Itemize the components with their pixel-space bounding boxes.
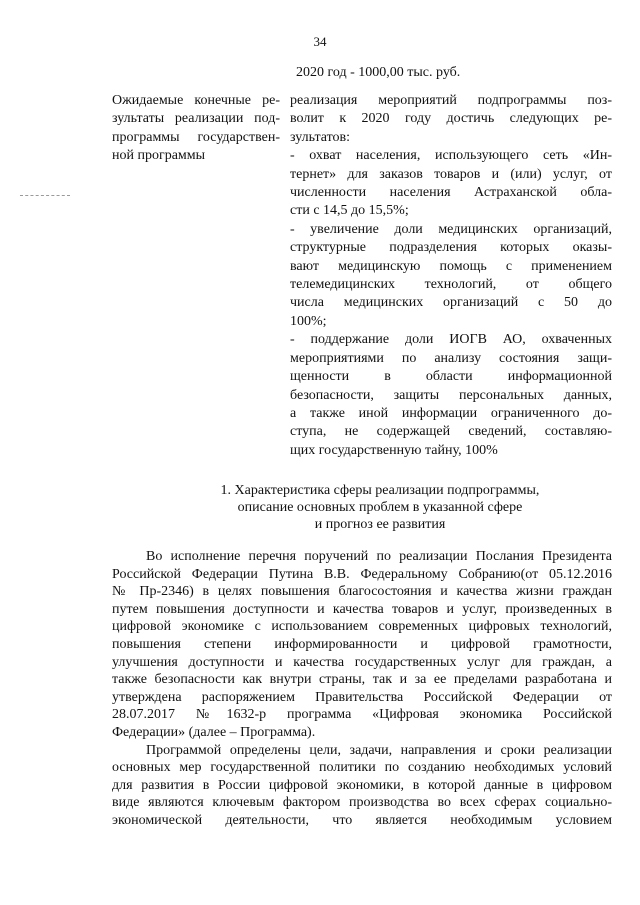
content-line: вают медицинскую помощь с применением — [290, 258, 612, 274]
content-line: реализация мероприятий подпрограммы поз- — [290, 93, 612, 108]
content-line: сти с 14,5 до 15,5%; — [290, 203, 409, 219]
paragraph-line: Программой определены цели, задачи, направления и сроки реализации — [146, 742, 612, 758]
expected-results-label — [112, 92, 280, 166]
heading-line: описание основных проблем в указанной сфере — [237, 500, 523, 515]
content-line: телемедицинских технологий, от общего — [290, 277, 612, 293]
content-line: а также иной информации ограниченного до- — [290, 405, 612, 421]
content-line: зультатов: — [290, 129, 351, 145]
section-heading — [120, 482, 640, 533]
paragraph-line: Федерации» (далее – Программа). — [112, 724, 316, 740]
paragraph-2 — [112, 742, 612, 830]
label-line: ной программы — [112, 148, 206, 164]
paragraph-line: виде являются ключевым фактором производства во всех сферах социально- — [112, 795, 612, 811]
content-line: волит к 2020 году достичь следующих ре- — [290, 111, 612, 127]
paragraph-line: экономической деятельности, что является необходимым условием — [112, 812, 612, 828]
heading-line: 1. Характеристика сферы реализации подпрограммы, — [220, 483, 540, 498]
content-line: - поддержание доли ИОГВ АО, охваченных — [290, 332, 612, 348]
paragraph-line: Во исполнение перечня поручений по реализации Послания Президента — [146, 549, 612, 564]
content-line: ступа, не содержащей сведений, составляю- — [290, 424, 612, 440]
label-line: зультаты реализации под- — [112, 111, 280, 127]
paragraph-line: основных мер государственной политики по созданию необходимых условий — [112, 760, 612, 776]
content-line: безопасности, защиты персональных данных, — [290, 387, 612, 403]
paragraph-line: для развития в России цифровой экономики, в которой данные в цифровом — [112, 777, 612, 793]
content-line: тернет» для заказов товаров и (или) услуг, от — [290, 166, 612, 182]
paragraph-line: Российской Федерации Путина В.В. Федеральному Собранию(от 05.12.2016 — [112, 566, 612, 582]
page-number: 34 — [313, 34, 327, 49]
content-line: структурные подразделения которых оказы- — [290, 240, 612, 256]
paragraph-line: улучшения доступности и качества государственных услуг для граждан, а — [112, 654, 612, 670]
content-line: щих государственную тайну, 100% — [290, 442, 498, 458]
paragraph-line: также безопасности как внутри страны, так и за ее пределами разработана и — [112, 672, 612, 688]
paragraph-line: повышения степени информированности и цифровой грамотности, — [112, 636, 612, 652]
content-line: числа медицинских организаций с 50 до — [290, 295, 612, 311]
content-line: - охват населения, использующего сеть «Ин- — [290, 148, 612, 164]
paragraph-line: № Пр-2346) в целях повышения благосостояния и качества жизни граждан — [112, 584, 612, 600]
content-line: 100%; — [290, 313, 327, 329]
paragraph-line: утверждена распоряжением Правительства Российской Федерации от — [112, 689, 612, 705]
content-line: численности населения Астраханской обла- — [290, 185, 612, 201]
content-line: щенности в области информационной — [290, 369, 612, 385]
content-line: - увеличение доли медицинских организаций, — [290, 221, 612, 237]
content-line: мероприятиями по анализу состояния защи- — [290, 350, 612, 366]
label-line: программы государствен- — [112, 129, 280, 145]
paragraph-line: цифровой экономике с использованием современных цифровых технологий, — [112, 619, 612, 635]
scan-artifact — [20, 195, 70, 198]
label-line: Ожидаемые конечные ре- — [112, 93, 280, 108]
body-text — [112, 548, 612, 830]
budget-line: 2020 год - 1000,00 тыс. руб. — [296, 65, 461, 80]
paragraph-line: 28.07.2017 №1632-р программа «Цифровая экономика Российской — [112, 707, 612, 723]
paragraph-1 — [112, 548, 612, 742]
heading-line: и прогноз ее развития — [314, 517, 446, 532]
expected-results-content — [290, 92, 612, 460]
paragraph-line: путем повышения доступности и качества товаров и услуг, произведенных в — [112, 601, 612, 617]
